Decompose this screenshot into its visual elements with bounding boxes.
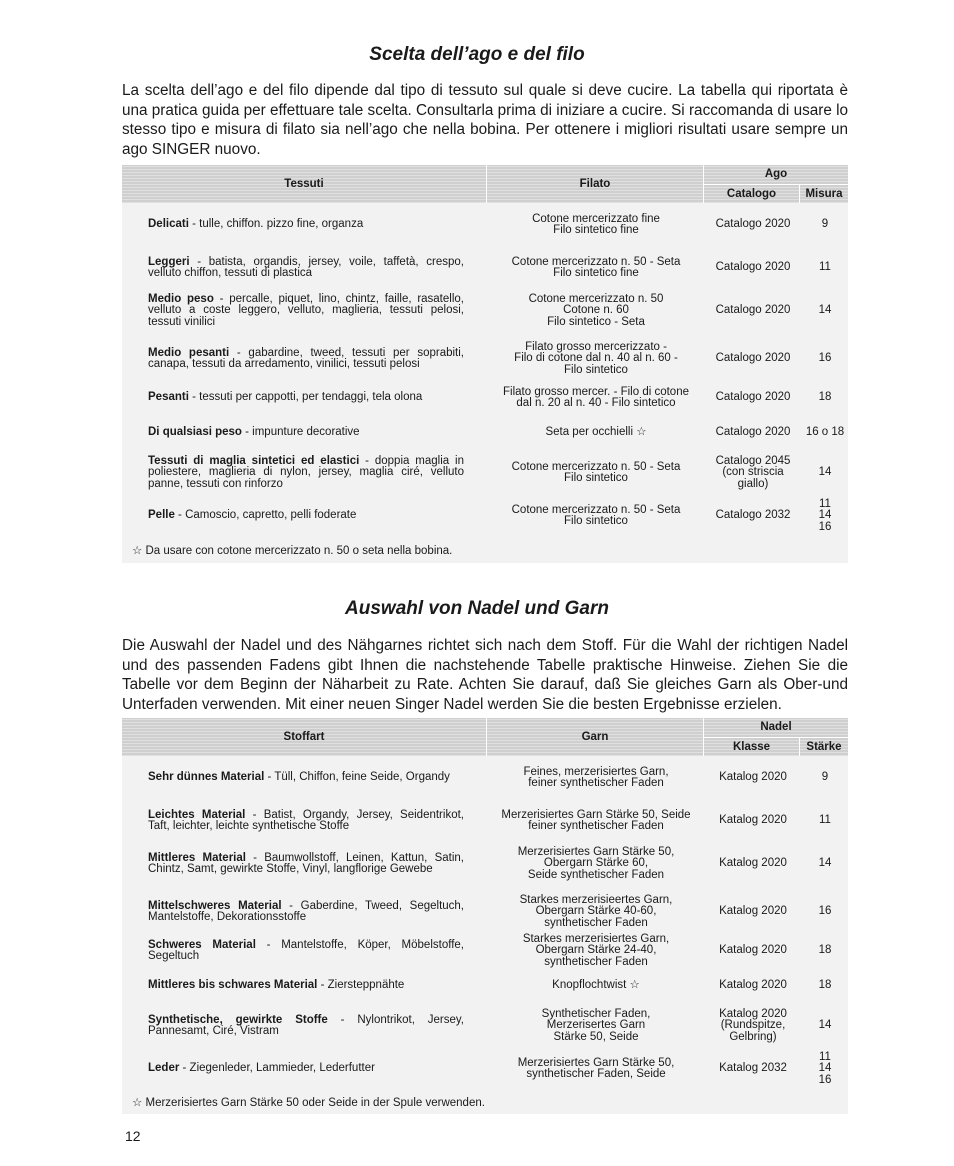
header-needle: Nadel	[760, 721, 792, 733]
thread-cell: Seta per occhielli ☆	[545, 426, 647, 439]
size-cell: 14	[818, 1019, 832, 1032]
footnote-italian: ☆ Da usare con cotone mercerizzato n. 50 o seta nella bobina.	[132, 545, 453, 557]
header-size: Stärke	[806, 741, 842, 753]
fabric-description	[148, 764, 464, 792]
table-row	[122, 453, 848, 493]
thread-cell: Merzerisiertes Garn Stärke 50, synthetischer Faden, Seide	[517, 1056, 675, 1080]
fabric-examples: - doppia maglia in poliestere, maglieria di nylon, jersey, maglia ciré, velluto panne, tessuti con rinforzo	[148, 454, 464, 490]
fabric-examples: - Nylontrikot, Jersey, Pannesamt, Ciré, Vistram	[148, 1013, 464, 1037]
size-cell: 18	[818, 391, 832, 404]
catalog-cell: Catalogo 2045 (con striscia giallo)	[715, 454, 791, 490]
table-row	[122, 764, 848, 792]
table-row	[122, 251, 848, 285]
fabric-name: Mittelschweres Material	[148, 899, 282, 912]
fabric-description	[148, 1048, 464, 1090]
fabric-description	[148, 495, 464, 537]
header-catalog: Klasse	[732, 741, 771, 753]
fabric-name: Pelle	[148, 509, 175, 522]
fabric-name: Synthetische, gewirkte Stoffe	[148, 1013, 328, 1026]
table-row	[122, 291, 848, 331]
fabric-description	[148, 339, 464, 379]
thread-cell: Filato grosso mercerizzato - Filo di cotone dal n. 40 al n. 60 - Filo sintetico	[514, 340, 678, 376]
fabric-description	[148, 936, 464, 966]
table-row	[122, 932, 848, 968]
thread-cell: Feines, merzerisiertes Garn, feiner synthetischer Faden	[523, 765, 669, 789]
fabric-description	[148, 844, 464, 884]
fabric-name: Leggeri	[148, 255, 190, 268]
size-cell: 11	[819, 814, 831, 827]
fabric-examples: - Mantelstoffe, Köper, Möbelstoffe, Segeltuch	[148, 938, 464, 962]
table-row	[122, 383, 848, 413]
fabric-description	[148, 892, 464, 932]
size-cell: 14	[818, 857, 832, 870]
section-title-german: Auswahl von Nadel und Garn	[345, 598, 609, 619]
table-row	[122, 892, 848, 932]
fabric-description	[148, 453, 464, 493]
fabric-name: Leichtes Material	[148, 808, 246, 821]
fabric-examples: - Ziegenleder, Lammieder, Lederfutter	[179, 1062, 375, 1075]
thread-cell: Merzerisiertes Garn Stärke 50, Seide feiner synthetischer Faden	[501, 808, 691, 832]
fabric-name: Di qualsiasi peso	[148, 426, 242, 439]
header-fabric: Stoffart	[283, 731, 325, 743]
thread-cell: Starkes merzerisiertes Garn, Obergarn Stärke 24-40, synthetischer Faden	[522, 932, 670, 968]
size-cell: 11	[819, 261, 831, 274]
page-number: 12	[125, 1128, 141, 1144]
fabric-examples: - Baumwollstoff, Leinen, Kattun, Satin, Chintz, Samt, gewirkte Stoffe, Vinyl, langflorige Gewebe	[148, 851, 464, 875]
intro-paragraph-german: Die Auswahl der Nadel und des Nähgarnes richtet sich nach dem Stoff. Für die Wahl der richtigen Nadel und des passenden Fadens gibt Ihnen die nachstehende Tabelle praktische Hinweise. Ziehen Sie die Tabelle vor dem Beginn der Näharbeit zu Rate. Achten Sie darauf, daß Sie gleiches Garn als Ober-und Unterfaden verwenden. Mit einer neuen Singer Nadel werden Sie die besten Ergebnisse erzielen.	[122, 637, 848, 713]
thread-cell: Cotone mercerizzato n. 50 Cotone n. 60 Filo sintetico - Seta	[528, 292, 664, 328]
table-row	[122, 844, 848, 884]
fabric-name: Medio peso	[148, 292, 214, 305]
thread-cell: Cotone mercerizzato fine Filo sintetico fine	[532, 212, 660, 236]
fabric-description	[148, 974, 464, 998]
table-row	[122, 1006, 848, 1046]
catalog-cell: Katalog 2020	[719, 857, 787, 870]
header-thread: Filato	[579, 178, 611, 190]
table-row	[122, 804, 848, 838]
catalog-cell: Katalog 2032	[719, 1062, 787, 1075]
catalog-cell: Catalogo 2032	[715, 509, 791, 522]
size-cell: 9	[821, 218, 829, 231]
thread-cell: Cotone mercerizzato n. 50 - Seta Filo sintetico	[511, 503, 681, 527]
catalog-cell: Katalog 2020	[719, 905, 787, 918]
size-cell: 11 14 16	[818, 1050, 832, 1086]
table-header	[122, 165, 848, 203]
table-row	[122, 339, 848, 379]
catalog-cell: Katalog 2020	[719, 979, 787, 992]
thread-cell: Starkes merzerisieertes Garn, Obergarn Stärke 40-60, synthetischer Faden	[519, 893, 673, 929]
fabric-name: Leder	[148, 1062, 180, 1075]
fabric-description	[148, 421, 464, 445]
size-cell: 9	[821, 771, 829, 784]
intro-paragraph-italian: La scelta dell’ago e del filo dipende dal tipo di tessuto sul quale si deve cucire. La tabella qui riportata è una pratica guida per effettuare tale scelta. Consultarla prima di iniziare a cucire. Si raccomanda di usare lo stesso tipo e misura di filato sia nell’ago che nella bobina. Per ottenere i migliori risultati usare sempre un ago SINGER nuovo.	[122, 82, 848, 158]
catalog-cell: Katalog 2020 (Rundspitze, Gelbring)	[719, 1007, 787, 1043]
fabric-name: Pesanti	[148, 391, 189, 404]
fabric-examples: - Batist, Organdy, Jersey, Seidentrikot, Taft, leichter, leichte synthetische Stoffe	[148, 808, 464, 832]
fabric-examples: - Gaberdine, Tweed, Segeltuch, Mantelstoffe, Dekorationsstoffe	[148, 899, 464, 923]
fabric-name: Tessuti di maglia sintetici ed elastici	[148, 454, 360, 467]
thread-cell: Cotone mercerizzato n. 50 - Seta Filo sintetico	[511, 460, 681, 484]
fabric-examples: - Tüll, Chiffon, feine Seide, Organdy	[264, 771, 450, 784]
size-cell: 11 14 16	[818, 497, 832, 533]
catalog-cell: Catalogo 2020	[715, 426, 791, 439]
table-row	[122, 974, 848, 998]
fabric-description	[148, 804, 464, 838]
size-cell: 14	[818, 304, 832, 317]
size-cell: 18	[818, 944, 832, 957]
fabric-description	[148, 251, 464, 285]
fabric-examples: - impunture decorative	[241, 426, 360, 439]
catalog-cell: Catalogo 2020	[715, 352, 791, 365]
thread-cell: Filato grosso mercer. - Filo di cotone dal n. 20 al n. 40 - Filo sintetico	[503, 385, 689, 409]
fabric-examples: - batista, organdis, jersey, voile, taffetà, crespo, velluto chiffon, tessuti di plastica	[148, 255, 464, 279]
section-title-italian: Scelta dell’ago e del filo	[369, 44, 585, 65]
fabric-examples: - gabardine, tweed, tessuti per soprabiti, canapa, tessuti da arredamento, vinilici, tessuti pelosi	[148, 346, 464, 370]
header-thread: Garn	[581, 731, 609, 743]
catalog-cell: Katalog 2020	[719, 814, 787, 827]
fabric-name: Mittleres bis schwares Material	[148, 979, 318, 992]
table-row	[122, 495, 848, 537]
fabric-name: Schweres Material	[148, 938, 256, 951]
catalog-cell: Catalogo 2020	[715, 261, 791, 274]
fabric-examples: - Camoscio, capretto, pelli foderate	[174, 509, 357, 522]
size-cell: 16	[818, 352, 832, 365]
fabric-name: Medio pesanti	[148, 346, 230, 359]
fabric-description	[148, 291, 464, 331]
fabric-examples: - percalle, piquet, lino, chintz, faille, rasatello, velluto a coste leggero, velluto, maglieria, tessuti pelosi, tessuti vinilici	[148, 292, 464, 328]
header-fabric: Tessuti	[284, 178, 324, 190]
table-row	[122, 211, 848, 239]
fabric-name: Mittleres Material	[148, 851, 246, 864]
fabric-name: Sehr dünnes Material	[148, 771, 265, 784]
needle-thread-table-italian	[122, 165, 848, 563]
catalog-cell: Katalog 2020	[719, 944, 787, 957]
thread-cell: Knopflochtwist ☆	[552, 979, 640, 992]
table-header	[122, 718, 848, 756]
size-cell: 18	[818, 979, 832, 992]
catalog-cell: Catalogo 2020	[715, 304, 791, 317]
catalog-cell: Katalog 2020	[719, 771, 787, 784]
needle-thread-table-german	[122, 718, 848, 1114]
thread-cell: Cotone mercerizzato n. 50 - Seta Filo sintetico fine	[511, 255, 681, 279]
fabric-examples: - Ziersteppnähte	[317, 979, 405, 992]
fabric-description	[148, 211, 464, 239]
fabric-description	[148, 383, 464, 413]
fabric-name: Delicati	[148, 218, 189, 231]
size-cell: 14	[818, 466, 832, 479]
catalog-cell: Catalogo 2020	[715, 218, 791, 231]
table-row	[122, 421, 848, 445]
header-catalog: Catalogo	[726, 188, 777, 200]
thread-cell: Synthetischer Faden, Merzerisertes Garn Stärke 50, Seide	[541, 1007, 651, 1043]
size-cell: 16	[818, 905, 832, 918]
fabric-examples: - tulle, chiffon. pizzo fine, organza	[188, 218, 364, 231]
fabric-examples: - tessuti per cappotti, per tendaggi, tela olona	[188, 391, 423, 404]
thread-cell: Merzerisiertes Garn Stärke 50, Obergarn Stärke 60, Seide synthetischer Faden	[517, 845, 675, 881]
header-size: Misura	[805, 188, 843, 200]
footnote-german: ☆ Merzerisiertes Garn Stärke 50 oder Seide in der Spule verwenden.	[132, 1097, 485, 1109]
fabric-description	[148, 1006, 464, 1046]
table-row	[122, 1048, 848, 1090]
catalog-cell: Catalogo 2020	[715, 391, 791, 404]
header-needle: Ago	[764, 168, 788, 180]
size-cell: 16 o 18	[805, 426, 845, 439]
